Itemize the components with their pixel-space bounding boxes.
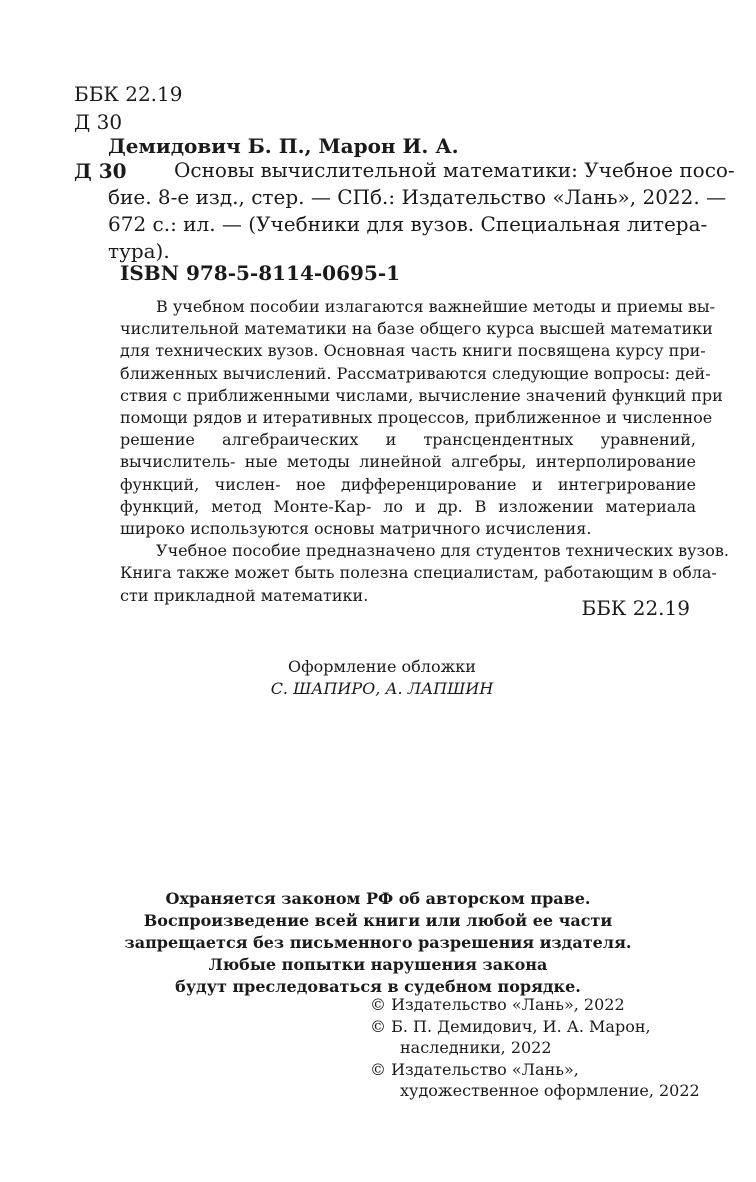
legal-line: Воспроизведение всей книги или любой ее части — [143, 911, 613, 930]
cover-design-label: Оформление обложки — [288, 657, 476, 676]
abstract-line: помощи рядов и итеративных процессов, приближенное и численное — [120, 408, 713, 428]
abstract-line: вычислитель- ные методы линейной алгебры, интерполирование — [120, 452, 696, 472]
abstract-line: ствия с приближенными числами, вычисление значений функций при — [120, 385, 723, 405]
copyright-line: © Издательство «Лань», 2022 — [370, 995, 625, 1014]
description-line: тура). — [108, 239, 170, 263]
abstract-line: сти прикладной математики. — [120, 585, 369, 605]
abstract-line: функций, метод Монте-Кар- ло и др. В изложении материала — [120, 496, 696, 516]
legal-line: Любые попытки нарушения закона — [208, 955, 548, 974]
copyright-line: наследники, 2022 — [400, 1038, 552, 1057]
bibliographic-description — [108, 157, 735, 265]
description-line: бие. 8-е изд., стер. — СПб.: Издательство «Лань», 2022. — — [108, 185, 727, 209]
abstract-line: В учебном пособии излагаются важнейшие методы и приемы вы- — [156, 297, 716, 316]
authors-heading: Демидович Б. П., Марон И. А. — [108, 134, 459, 158]
author-code-top: Д 30 — [74, 110, 123, 134]
abstract-line: числительной математики на базе общего курса высшей математики — [120, 319, 713, 339]
abstract-line: широко используются основы матричного исчисления. — [120, 519, 592, 539]
copyright-block — [370, 994, 700, 1102]
bbk-index-right: ББК 22.19 — [581, 596, 690, 620]
legal-notice — [0, 888, 756, 998]
abstract-line: для технических вузов. Основная часть книги посвящена курсу при- — [120, 341, 706, 361]
isbn: ISBN 978-5-8114-0695-1 — [120, 261, 401, 285]
copyright-line: © Б. П. Демидович, И. А. Марон, — [370, 1016, 651, 1036]
legal-line: запрещается без письменного разрешения издателя. — [124, 933, 632, 952]
abstract-line: функций, числен- ное дифференцирование и интегрирование — [120, 474, 696, 494]
copyright-line: художественное оформление, 2022 — [400, 1081, 700, 1100]
abstract-line: Книга также может быть полезна специалистам, работающим в обла- — [120, 563, 717, 583]
abstract-line: ближенных вычислений. Рассматриваются следующие вопросы: дей- — [120, 363, 711, 383]
cover-design-names: С. ШАПИРО, А. ЛАПШИН — [270, 679, 494, 698]
copyright-line: © Издательство «Лань», — [370, 1059, 579, 1079]
author-code-bold: Д 30 — [74, 159, 127, 183]
description-line: 672 с.: ил. — (Учебники для вузов. Специальная литера- — [108, 212, 708, 236]
abstract-line: Учебное пособие предназначено для студентов технических вузов. — [156, 541, 729, 561]
abstract-line: решение алгебраических и трансцендентных уравнений, — [120, 430, 696, 450]
legal-line: будут преследоваться в судебном порядке. — [175, 977, 581, 996]
abstract — [120, 296, 729, 607]
bbk-index-top: ББК 22.19 — [74, 82, 183, 106]
legal-line: Охраняется законом РФ об авторском праве. — [165, 889, 591, 908]
description-line: Основы вычислительной математики: Учебное посо- — [174, 158, 735, 182]
